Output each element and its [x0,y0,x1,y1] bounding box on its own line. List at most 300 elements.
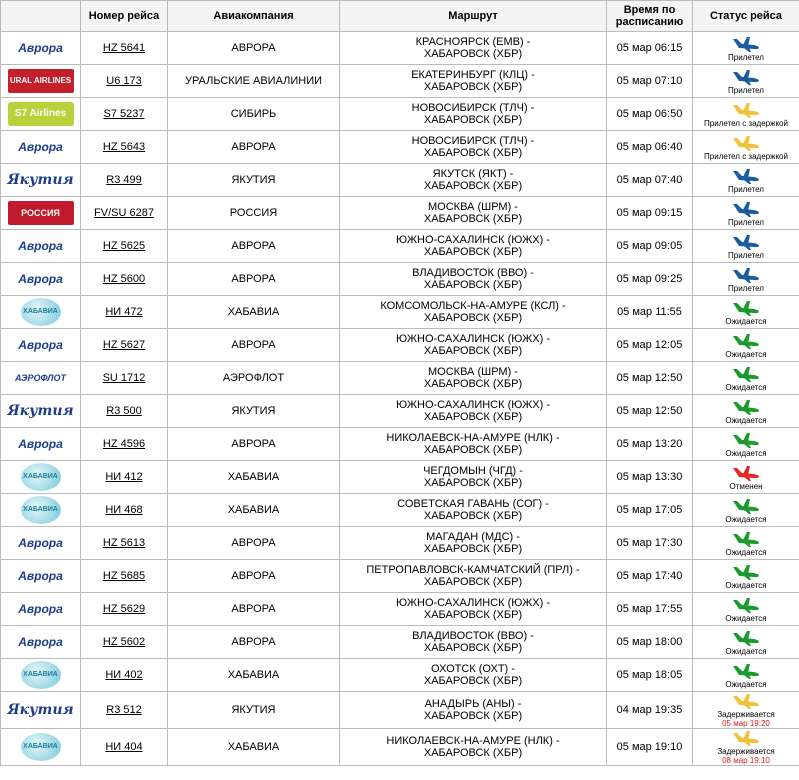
flight-number-link[interactable]: НИ 472 [105,306,143,318]
flight-number-cell [81,494,168,527]
flight-number-link[interactable]: U6 173 [106,75,142,87]
status-text: Ожидается [725,316,767,326]
plane-status-icon [731,35,761,53]
table-row [1,729,799,766]
header-airline: Авиакомпания [168,1,340,32]
route-cell [340,428,607,461]
route-from: ЮЖНО-САХАЛИНСК (ЮЖХ) - [395,333,551,345]
scheduled-time: 05 мар 09:25 [607,263,693,296]
airline-logo-text: АЭРОФЛОТ [14,372,66,383]
status-cell [693,626,799,659]
airline-name: АВРОРА [168,593,340,626]
flight-number-cell [81,263,168,296]
route-cell [340,527,607,560]
airline-logo-cell [1,32,81,65]
scheduled-time: 05 мар 19:10 [607,729,693,766]
airline-logo-aurora [8,135,74,159]
route-cell [340,230,607,263]
scheduled-time: 05 мар 17:30 [607,527,693,560]
flight-number-link[interactable]: НИ 412 [105,471,143,483]
plane-status-icon [731,563,761,581]
airline-name: АВРОРА [168,560,340,593]
route-to: ХАБАРОВСК (ХБР) [423,279,523,291]
status-text: Задерживается [717,747,775,756]
status-text: Ожидается [725,580,767,590]
airline-name: ЯКУТИЯ [168,692,340,729]
airline-logo-cell [1,98,81,131]
flight-number-link[interactable]: HZ 5627 [102,339,146,351]
scheduled-time: 05 мар 06:15 [607,32,693,65]
status-text: Прилетел [728,250,764,260]
airline-logo-text: Якутия [7,172,74,188]
airline-logo-cell [1,329,81,362]
scheduled-time: 05 мар 17:05 [607,494,693,527]
airline-logo-khab [21,496,61,524]
route-from: ЮЖНО-САХАЛИНСК (ЮЖХ) - [395,234,551,246]
flight-number-cell [81,329,168,362]
airline-name: АВРОРА [168,626,340,659]
route-to: ХАБАРОВСК (ХБР) [423,312,523,324]
route-from: ЧЕГДОМЫН (ЧГД) - [423,465,523,477]
status-text: Ожидается [725,349,767,359]
plane-status-icon [731,332,761,350]
plane-status-icon [731,431,761,449]
airline-logo-text: Якутия [7,403,74,419]
route-cell [340,494,607,527]
flight-number-cell [81,692,168,729]
scheduled-time: 05 мар 12:50 [607,395,693,428]
plane-status-icon [731,530,761,548]
flight-number-cell [81,164,168,197]
flight-number-cell [81,593,168,626]
table-row [1,98,799,131]
flight-number-cell [81,230,168,263]
flight-number-cell [81,395,168,428]
plane-status-icon [731,167,761,185]
flight-number-link[interactable]: HZ 5613 [102,537,146,549]
airline-name: АВРОРА [168,32,340,65]
flight-number-cell [81,32,168,65]
airline-logo-cell [1,362,81,395]
status-cell [693,692,799,729]
airline-logo-text: Аврора [18,239,63,253]
plane-status-icon [731,266,761,284]
scheduled-time: 05 мар 06:50 [607,98,693,131]
flight-number-link[interactable]: HZ 5629 [102,603,146,615]
airline-name: ХАБАВИА [168,494,340,527]
route-from: ВЛАДИВОСТОК (ВВО) - [412,630,534,642]
airline-name: АВРОРА [168,329,340,362]
scheduled-time: 05 мар 06:40 [607,131,693,164]
airline-name: ХАБАВИА [168,729,340,766]
scheduled-time: 04 мар 19:35 [607,692,693,729]
scheduled-time: 05 мар 13:30 [607,461,693,494]
route-to: ХАБАРОВСК (ХБР) [423,543,523,555]
route-to: ХАБАРОВСК (ХБР) [423,213,523,225]
flight-number-link[interactable]: HZ 5602 [102,636,146,648]
route-from: ЕКАТЕРИНБУРГ (КЛЦ) - [411,69,535,81]
flight-number-link[interactable]: R3 500 [106,405,142,417]
table-row [1,131,799,164]
status-text: Ожидается [725,679,767,689]
route-from: ЯКУТСК (ЯКТ) - [432,168,514,180]
table-row [1,32,799,65]
airline-logo-cell [1,395,81,428]
status-new-time: 08 мар 19:10 [722,756,770,765]
scheduled-time: 05 мар 18:05 [607,659,693,692]
route-to: ХАБАРОВСК (ХБР) [423,609,523,621]
airline-logo-aurora [8,432,74,456]
header-status: Статус рейса [693,1,799,32]
status-cell [693,494,799,527]
route-to: ХАБАРОВСК (ХБР) [423,378,523,390]
table-row [1,230,799,263]
route-to: ХАБАРОВСК (ХБР) [423,477,523,489]
route-to: ХАБАРОВСК (ХБР) [423,114,523,126]
status-cell [693,263,799,296]
airline-name: АВРОРА [168,428,340,461]
airline-logo-cell [1,494,81,527]
airline-logo-yakut [8,698,74,722]
table-row [1,692,799,729]
airline-name: АВРОРА [168,131,340,164]
status-cell [693,131,799,164]
route-cell [340,164,607,197]
flight-number-link[interactable]: НИ 402 [105,669,143,681]
header-logo [1,1,81,32]
status-text: Прилетел с задержкой [704,118,788,128]
airline-logo-s7 [8,102,74,126]
status-text: Ожидается [725,415,767,425]
route-cell [340,461,607,494]
airline-logo-aero [8,366,74,390]
plane-status-icon [731,464,761,482]
header-time: Время по расписанию [607,1,693,32]
airline-logo-text: ХАБАВИА [23,671,58,678]
flight-number-cell [81,131,168,164]
route-from: ВЛАДИВОСТОК (ВВО) - [412,267,534,279]
route-to: ХАБАРОВСК (ХБР) [423,411,523,423]
route-cell [340,593,607,626]
route-from: ОХОТСК (ОХТ) - [431,663,515,675]
airline-name: ЯКУТИЯ [168,164,340,197]
status-cell [693,428,799,461]
airline-logo-cell [1,461,81,494]
status-text: Прилетел [728,85,764,95]
plane-status-icon [731,398,761,416]
route-to: ХАБАРОВСК (ХБР) [423,747,523,759]
route-cell [340,329,607,362]
route-to: ХАБАРОВСК (ХБР) [423,246,523,258]
airline-logo-cell [1,560,81,593]
route-cell [340,729,607,766]
status-text: Ожидается [725,613,767,623]
status-text: Прилетел [728,52,764,62]
route-cell [340,692,607,729]
route-to: ХАБАРОВСК (ХБР) [423,81,523,93]
route-from: АНАДЫРЬ (АНЫ) - [424,698,522,710]
table-body [1,32,799,766]
flight-number-link[interactable]: НИ 468 [105,504,143,516]
flight-number-cell [81,527,168,560]
flight-number-link[interactable]: S7 5237 [103,108,145,120]
status-cell [693,197,799,230]
route-from: СОВЕТСКАЯ ГАВАНЬ (СОГ) - [397,498,549,510]
route-from: ЮЖНО-САХАЛИНСК (ЮЖХ) - [395,399,551,411]
airline-logo-text: Аврора [18,635,63,649]
plane-status-icon [731,497,761,515]
airline-logo-cell [1,197,81,230]
airline-name: АВРОРА [168,230,340,263]
status-cell [693,659,799,692]
airline-logo-cell [1,428,81,461]
airline-logo-text: Якутия [7,702,74,718]
airline-logo-text: ХАБАВИА [23,473,58,480]
status-cell [693,32,799,65]
airline-logo-cell [1,131,81,164]
route-cell [340,65,607,98]
status-cell [693,461,799,494]
airline-logo-text: Аврора [18,569,63,583]
airline-name: ХАБАВИА [168,461,340,494]
airline-logo-yakut [8,399,74,423]
plane-status-icon [731,101,761,119]
table-header-row [1,1,799,32]
route-cell [340,98,607,131]
airline-logo-aurora [8,333,74,357]
flight-number-cell [81,428,168,461]
plane-status-icon [731,68,761,86]
airline-logo-text: Аврора [18,437,63,451]
table-row [1,395,799,428]
airline-logo-yakut [8,168,74,192]
route-to: ХАБАРОВСК (ХБР) [423,576,523,588]
airline-logo-rossiya [8,201,74,225]
airline-logo-text: Аврора [18,338,63,352]
status-text: Прилетел [728,283,764,293]
status-text: Прилетел [728,184,764,194]
scheduled-time: 05 мар 11:55 [607,296,693,329]
table-row [1,296,799,329]
flight-number-link[interactable]: R3 499 [106,174,142,186]
airline-name: АВРОРА [168,263,340,296]
airline-name: СИБИРЬ [168,98,340,131]
table-row [1,626,799,659]
airline-logo-khab [21,733,61,761]
route-from: КРАСНОЯРСК (ЕМВ) - [415,36,531,48]
flight-number-link[interactable]: НИ 404 [105,741,143,753]
table-row [1,263,799,296]
route-from: МОСКВА (ШРМ) - [428,366,518,378]
airline-logo-cell [1,230,81,263]
airline-logo-text: URAL AIRLINES [9,76,72,85]
flight-number-link[interactable]: SU 1712 [102,372,146,384]
route-to: ХАБАРОВСК (ХБР) [423,48,523,60]
airline-logo-cell [1,65,81,98]
status-cell [693,527,799,560]
plane-status-icon [731,299,761,317]
plane-status-icon [731,596,761,614]
scheduled-time: 05 мар 17:55 [607,593,693,626]
table-row [1,461,799,494]
route-from: НОВОСИБИРСК (ТЛЧ) - [411,102,535,114]
flight-number-cell [81,98,168,131]
route-cell [340,131,607,164]
status-cell [693,729,799,766]
plane-status-icon [731,729,761,747]
route-from: МАГАДАН (МДС) - [426,531,520,543]
flight-number-link[interactable]: HZ 4596 [102,438,146,450]
plane-status-icon [731,692,761,710]
route-from: НИКОЛАЕВСК-НА-АМУРЕ (НЛК) - [386,735,560,747]
table-row [1,494,799,527]
flight-number-cell [81,65,168,98]
airline-logo-khab [21,463,61,491]
airline-logo-text: ХАБАВИА [23,743,58,750]
status-text: Отменен [729,481,763,491]
flight-number-link[interactable]: HZ 5643 [102,141,146,153]
scheduled-time: 05 мар 18:00 [607,626,693,659]
table-row [1,362,799,395]
scheduled-time: 05 мар 09:05 [607,230,693,263]
airline-name: ХАБАВИА [168,659,340,692]
header-route: Маршрут [340,1,607,32]
airline-logo-aurora [8,531,74,555]
airline-logo-aurora [8,597,74,621]
flight-number-cell [81,296,168,329]
flight-number-link[interactable]: FV/SU 6287 [94,207,154,219]
scheduled-time: 05 мар 07:10 [607,65,693,98]
status-text: Прилетел с задержкой [704,151,788,161]
airline-logo-khab [21,661,61,689]
route-cell [340,296,607,329]
route-from: НИКОЛАЕВСК-НА-АМУРЕ (НЛК) - [386,432,560,444]
scheduled-time: 05 мар 12:05 [607,329,693,362]
airline-logo-cell [1,263,81,296]
airline-logo-cell [1,527,81,560]
table-row [1,560,799,593]
route-from: ПЕТРОПАВЛОВСК-КАМЧАТСКИЙ (ПРЛ) - [366,564,580,576]
table-row [1,527,799,560]
scheduled-time: 05 мар 09:15 [607,197,693,230]
flight-number-cell [81,560,168,593]
airline-logo-cell [1,692,81,729]
airline-logo-text: Аврора [18,602,63,616]
airline-logo-text: ХАБАВИА [23,308,58,315]
plane-status-icon [731,200,761,218]
plane-status-icon [731,662,761,680]
table-row [1,164,799,197]
status-text: Ожидается [725,646,767,656]
airline-name: АЭРОФЛОТ [168,362,340,395]
airline-name: ЯКУТИЯ [168,395,340,428]
airline-logo-cell [1,593,81,626]
route-cell [340,560,607,593]
scheduled-time: 05 мар 13:20 [607,428,693,461]
flight-number-cell [81,362,168,395]
airline-logo-cell [1,164,81,197]
route-to: ХАБАРОВСК (ХБР) [423,642,523,654]
table-row [1,428,799,461]
table-row [1,593,799,626]
flight-number-link[interactable]: HZ 5625 [102,240,146,252]
status-text: Ожидается [725,514,767,524]
route-to: ХАБАРОВСК (ХБР) [423,180,523,192]
route-to: ХАБАРОВСК (ХБР) [423,147,523,159]
route-to: ХАБАРОВСК (ХБР) [423,444,523,456]
route-cell [340,263,607,296]
airline-name: ХАБАВИА [168,296,340,329]
table-row [1,197,799,230]
flight-number-link[interactable]: HZ 5641 [102,42,146,54]
airline-logo-ural [8,69,74,93]
status-cell [693,296,799,329]
flight-number-cell [81,626,168,659]
scheduled-time: 05 мар 17:40 [607,560,693,593]
flight-number-link[interactable]: HZ 5685 [102,570,146,582]
table-row [1,329,799,362]
route-to: ХАБАРОВСК (ХБР) [423,510,523,522]
status-text: Задерживается [717,710,775,719]
airline-logo-cell [1,296,81,329]
flight-number-link[interactable]: HZ 5600 [102,273,146,285]
airline-logo-text: Аврора [18,41,63,55]
route-cell [340,362,607,395]
status-text: Ожидается [725,382,767,392]
flight-number-cell [81,659,168,692]
airline-logo-aurora [8,234,74,258]
airline-logo-cell [1,659,81,692]
plane-status-icon [731,629,761,647]
airline-name: АВРОРА [168,527,340,560]
airline-logo-aurora [8,267,74,291]
airline-logo-text: Аврора [18,536,63,550]
flight-number-link[interactable]: R3 512 [106,704,142,716]
airline-logo-text: Аврора [18,272,63,286]
airline-logo-text: РОССИЯ [21,208,60,218]
status-text: Прилетел [728,217,764,227]
status-cell [693,98,799,131]
airline-logo-text: Аврора [18,140,63,154]
route-to: ХАБАРОВСК (ХБР) [423,345,523,357]
route-cell [340,197,607,230]
status-cell [693,329,799,362]
route-to: ХАБАРОВСК (ХБР) [423,710,523,722]
status-new-time: 05 мар 19:20 [722,719,770,728]
airline-name: УРАЛЬСКИЕ АВИАЛИНИИ [168,65,340,98]
status-text: Ожидается [725,448,767,458]
airline-logo-cell [1,626,81,659]
status-cell [693,65,799,98]
route-from: КОМСОМОЛЬСК-НА-АМУРЕ (КСЛ) - [380,300,566,312]
route-cell [340,32,607,65]
status-cell [693,362,799,395]
airline-logo-khab [21,298,61,326]
airline-logo-aurora [8,630,74,654]
route-from: МОСКВА (ШРМ) - [428,201,518,213]
scheduled-time: 05 мар 07:40 [607,164,693,197]
status-cell [693,395,799,428]
route-from: ЮЖНО-САХАЛИНСК (ЮЖХ) - [395,597,551,609]
table-row [1,65,799,98]
header-flight: Номер рейса [81,1,168,32]
status-cell [693,560,799,593]
status-cell [693,593,799,626]
airline-logo-cell [1,729,81,766]
scheduled-time: 05 мар 12:50 [607,362,693,395]
route-cell [340,395,607,428]
route-from: НОВОСИБИРСК (ТЛЧ) - [411,135,535,147]
